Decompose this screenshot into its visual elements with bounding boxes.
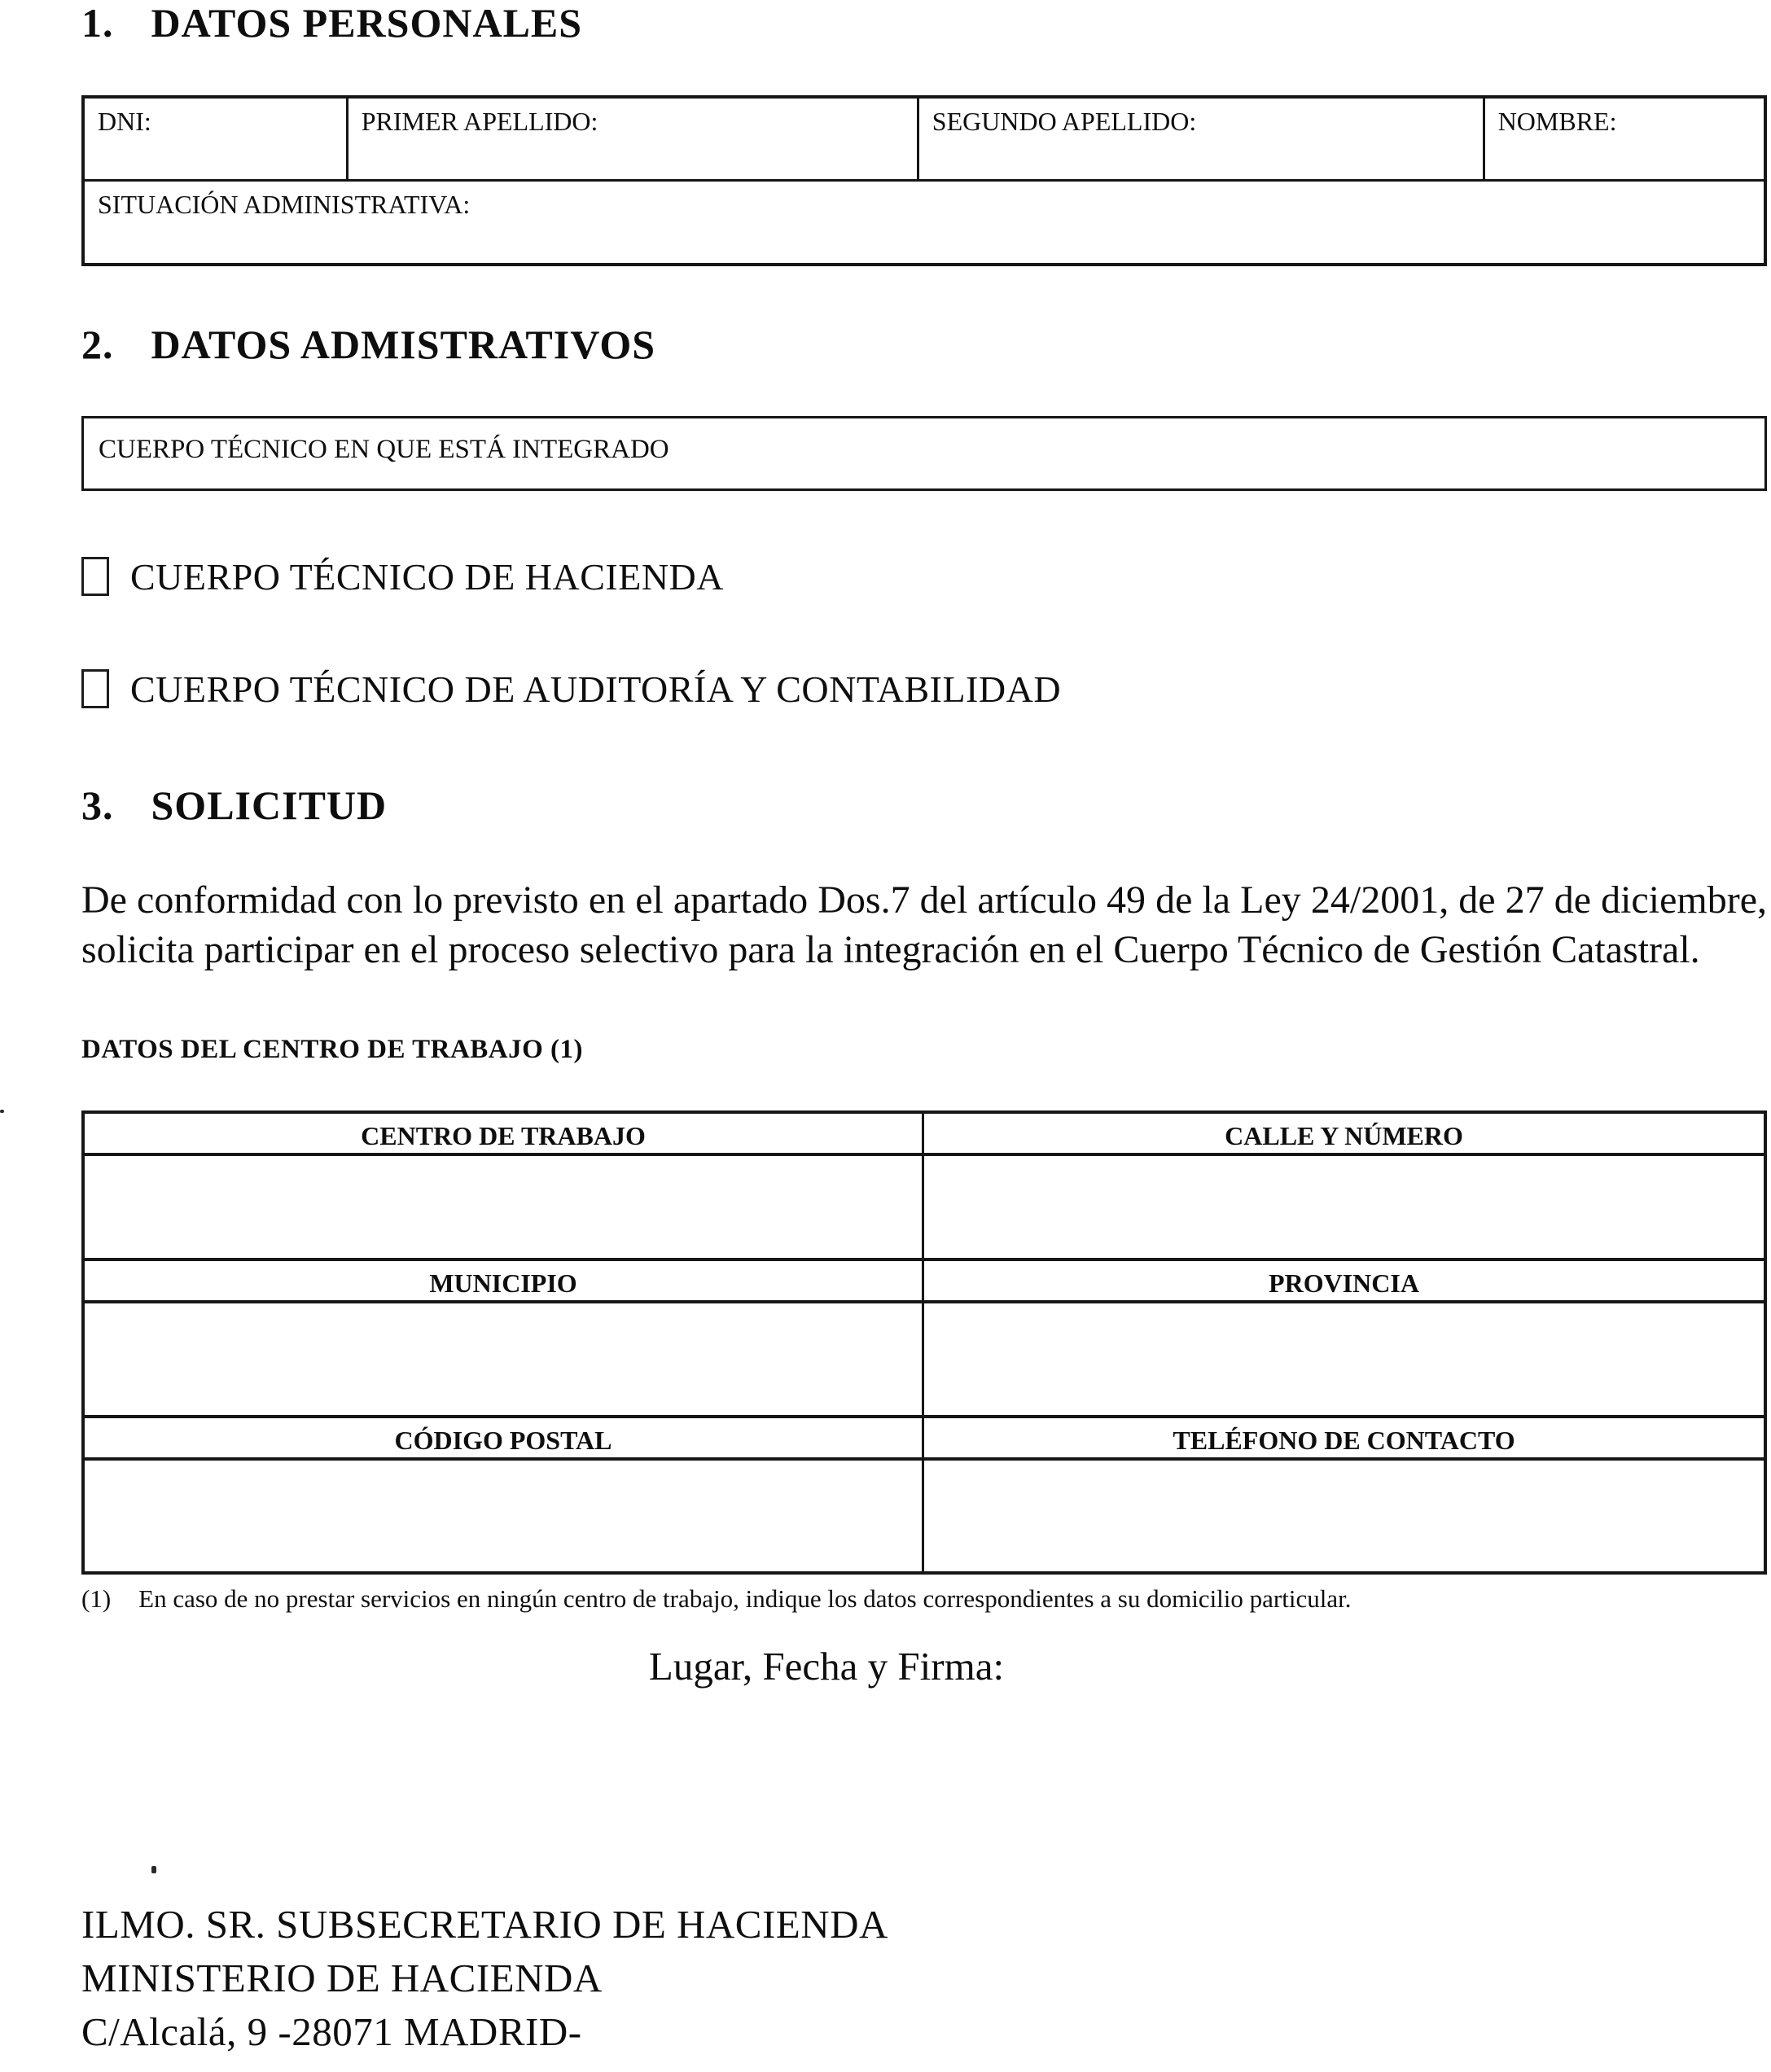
codigo-postal-header: CÓDIGO POSTAL <box>85 1418 924 1457</box>
table-header-row <box>85 1258 1764 1303</box>
section-2-title: DATOS ADMISTRATIVOS <box>151 322 656 367</box>
section-3-title: SOLICITUD <box>151 782 388 828</box>
scan-artifact-dot <box>151 1866 156 1873</box>
addressee-line-2: MINISTERIO DE HACIENDA <box>81 1956 603 2000</box>
nombre-field[interactable] <box>1485 99 1764 179</box>
calle-y-numero-field[interactable] <box>924 1156 1764 1258</box>
table-header-row <box>85 1114 1764 1156</box>
dni-field[interactable] <box>85 99 349 179</box>
footnote <box>81 1584 1767 1614</box>
solicitud-paragraph: De conformidad con lo previsto en el apartado Dos.7 del artículo 49 de la Ley 24/2001, de 27 de diciembre, solicita participar en el proceso selectivo para la integración en el Cuerpo Técnico de Gestión Catastral. <box>81 878 1767 971</box>
personal-data-table <box>81 95 1767 266</box>
section-3-heading <box>81 784 1767 826</box>
provincia-field[interactable] <box>924 1303 1764 1415</box>
personal-data-row-1 <box>85 99 1764 182</box>
municipio-header: MUNICIPIO <box>85 1261 924 1300</box>
checkbox-cuerpo-auditoria-label: CUERPO TÉCNICO DE AUDITORÍA Y CONTABILIDAD <box>130 668 1062 710</box>
centro-trabajo-table <box>81 1110 1767 1575</box>
checkbox-cuerpo-hacienda-label: CUERPO TÉCNICO DE HACIENDA <box>130 555 724 598</box>
table-data-row <box>85 1461 1764 1571</box>
section-2-heading <box>81 323 1767 366</box>
centro-de-trabajo-field[interactable] <box>85 1156 924 1258</box>
dni-label: DNI: <box>98 107 151 136</box>
calle-y-numero-header: CALLE Y NÚMERO <box>1225 1121 1463 1150</box>
footnote-marker: (1) <box>81 1584 112 1613</box>
checkbox-row-cuerpo-auditoria <box>81 665 1767 712</box>
section-1-title: DATOS PERSONALES <box>151 0 583 46</box>
table-data-row <box>85 1156 1764 1258</box>
cuerpo-tecnico-label: CUERPO TÉCNICO EN QUE ESTÁ INTEGRADO <box>99 435 669 464</box>
section-3-number: 3. <box>81 782 114 828</box>
telefono-contacto-header: TELÉFONO DE CONTACTO <box>1173 1426 1515 1455</box>
scan-artifact-dot <box>0 1110 4 1113</box>
nombre-label: NOMBRE: <box>1497 107 1617 136</box>
section-1-number: 1. <box>81 0 114 46</box>
addressee-block <box>81 1898 1767 2059</box>
primer-apellido-label: PRIMER APELLIDO: <box>361 107 598 136</box>
table-data-row <box>85 1303 1764 1415</box>
checkbox-row-cuerpo-hacienda <box>81 553 1767 600</box>
telefono-contacto-field[interactable] <box>924 1461 1764 1571</box>
centro-de-trabajo-header: CENTRO DE TRABAJO <box>85 1114 924 1153</box>
lugar-fecha-firma-label: Lugar, Fecha y Firma: <box>648 1644 1005 1689</box>
table-header-row <box>85 1415 1764 1461</box>
codigo-postal-field[interactable] <box>85 1461 924 1571</box>
addressee-line-3: C/Alcalá, 9 -28071 MADRID- <box>81 2009 582 2054</box>
segundo-apellido-field[interactable] <box>919 99 1485 179</box>
checkbox-cuerpo-auditoria[interactable] <box>81 669 109 708</box>
section-2-number: 2. <box>81 322 114 367</box>
cuerpo-tecnico-field[interactable] <box>81 416 1767 491</box>
checkbox-cuerpo-hacienda[interactable] <box>81 557 109 596</box>
section-1-heading <box>81 2 1767 44</box>
provincia-header: PROVINCIA <box>1269 1268 1419 1298</box>
addressee-line-1: ILMO. SR. SUBSECRETARIO DE HACIENDA <box>81 1902 888 1947</box>
municipio-field[interactable] <box>85 1303 924 1415</box>
footnote-text: En caso de no prestar servicios en ningún centro de trabajo, indique los datos correspondientes a su domicilio particular. <box>138 1584 1352 1613</box>
centro-trabajo-label: DATOS DEL CENTRO DE TRABAJO (1) <box>81 1035 584 1064</box>
situacion-administrativa-label: SITUACIÓN ADMINISTRATIVA: <box>98 190 471 219</box>
situacion-administrativa-field[interactable] <box>85 182 1764 263</box>
segundo-apellido-label: SEGUNDO APELLIDO: <box>932 107 1197 136</box>
primer-apellido-field[interactable] <box>349 99 919 179</box>
